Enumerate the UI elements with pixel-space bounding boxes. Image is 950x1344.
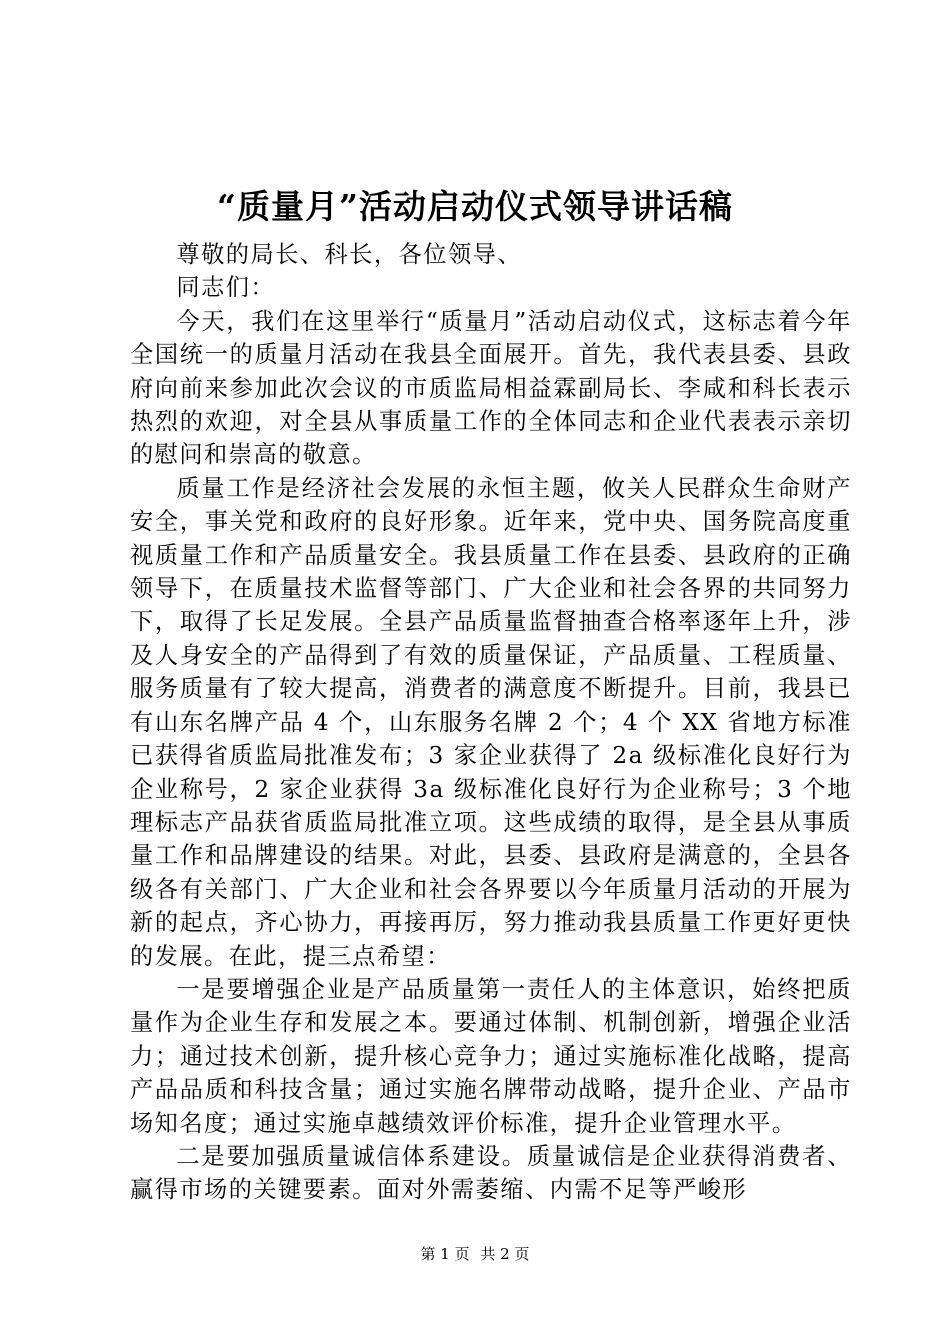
salutation-line: 尊敬的局长、科长，各位领导、 <box>176 241 523 268</box>
document-body <box>130 238 852 1207</box>
body-paragraph: 二是要加强质量诚信体系建设。质量诚信是企业获得消费者、赢得市场的关键要素。面对外需萎缩、内需不足等严峻形 <box>130 1142 852 1204</box>
body-paragraph: 一是要增强企业是产品质量第一责任人的主体意识，始终把质量作为企业生存和发展之本。要通过体制、机制创新，增强企业活力；通过技术创新，提升核心竞争力；通过实施标准化战略，提高产品品质和科技含量；通过实施名牌带动战略，提升企业、产品市场知名度；通过实施卓越绩效评价标准，提升企业管理水平。 <box>130 975 852 1137</box>
document-title: “质量月”活动启动仪式领导讲话稿 <box>217 187 733 226</box>
body-paragraph: 今天，我们在这里举行“质量月”活动启动仪式，这标志着今年全国统一的质量月活动在我县全面展开。首先，我代表县委、县政府向前来参加此次会议的市质监局相益霖副局长、李咸和科长表示热烈的欢迎，对全县从事质量工作的全体同志和企业代表表示亲切的慰问和崇高的敬意。 <box>130 307 852 469</box>
body-paragraph: 质量工作是经济社会发展的永恒主题，攸关人民群众生命财产安全，事关党和政府的良好形象。近年来，党中央、国务院高度重视质量工作和产品质量安全。我县质量工作在县委、县政府的正确领导下，在质量技术监督等部门、广大企业和社会各界的共同努力下，取得了长足发展。全县产品质量监督抽查合格率逐年上升，涉及人身安全的产品得到了有效的质量保证，产品质量、工程质量、服务质量有了较大提高，消费者的满意度不断提升。目前，我县已有山东名牌产品 4 个，山东服务名牌 2 个；4 个 XX 省地方标准已获得省质监局批准发布；3 家企业获得了 2a 级标准化良好行为企业称号，2 家企业获得 3a 级标准化良好行为企业称号；3 个地理标志产品获省质监局批准立项。这些成绩的取得，是全县从事质量工作和品牌建设的结果。对此，县委、县政府是满意的，全县各级各有关部门、广大企业和社会各界要以今年质量月活动的开展为新的起点，齐心协力，再接再厉，努力推动我县质量工作更好更快的发展。在此，提三点希望： <box>130 474 852 970</box>
page-number: 第 1 页 <box>420 1245 470 1263</box>
page-total: 共 2 页 <box>480 1245 530 1263</box>
page-footer <box>0 1244 950 1264</box>
salutation-line: 同志们： <box>176 274 276 302</box>
